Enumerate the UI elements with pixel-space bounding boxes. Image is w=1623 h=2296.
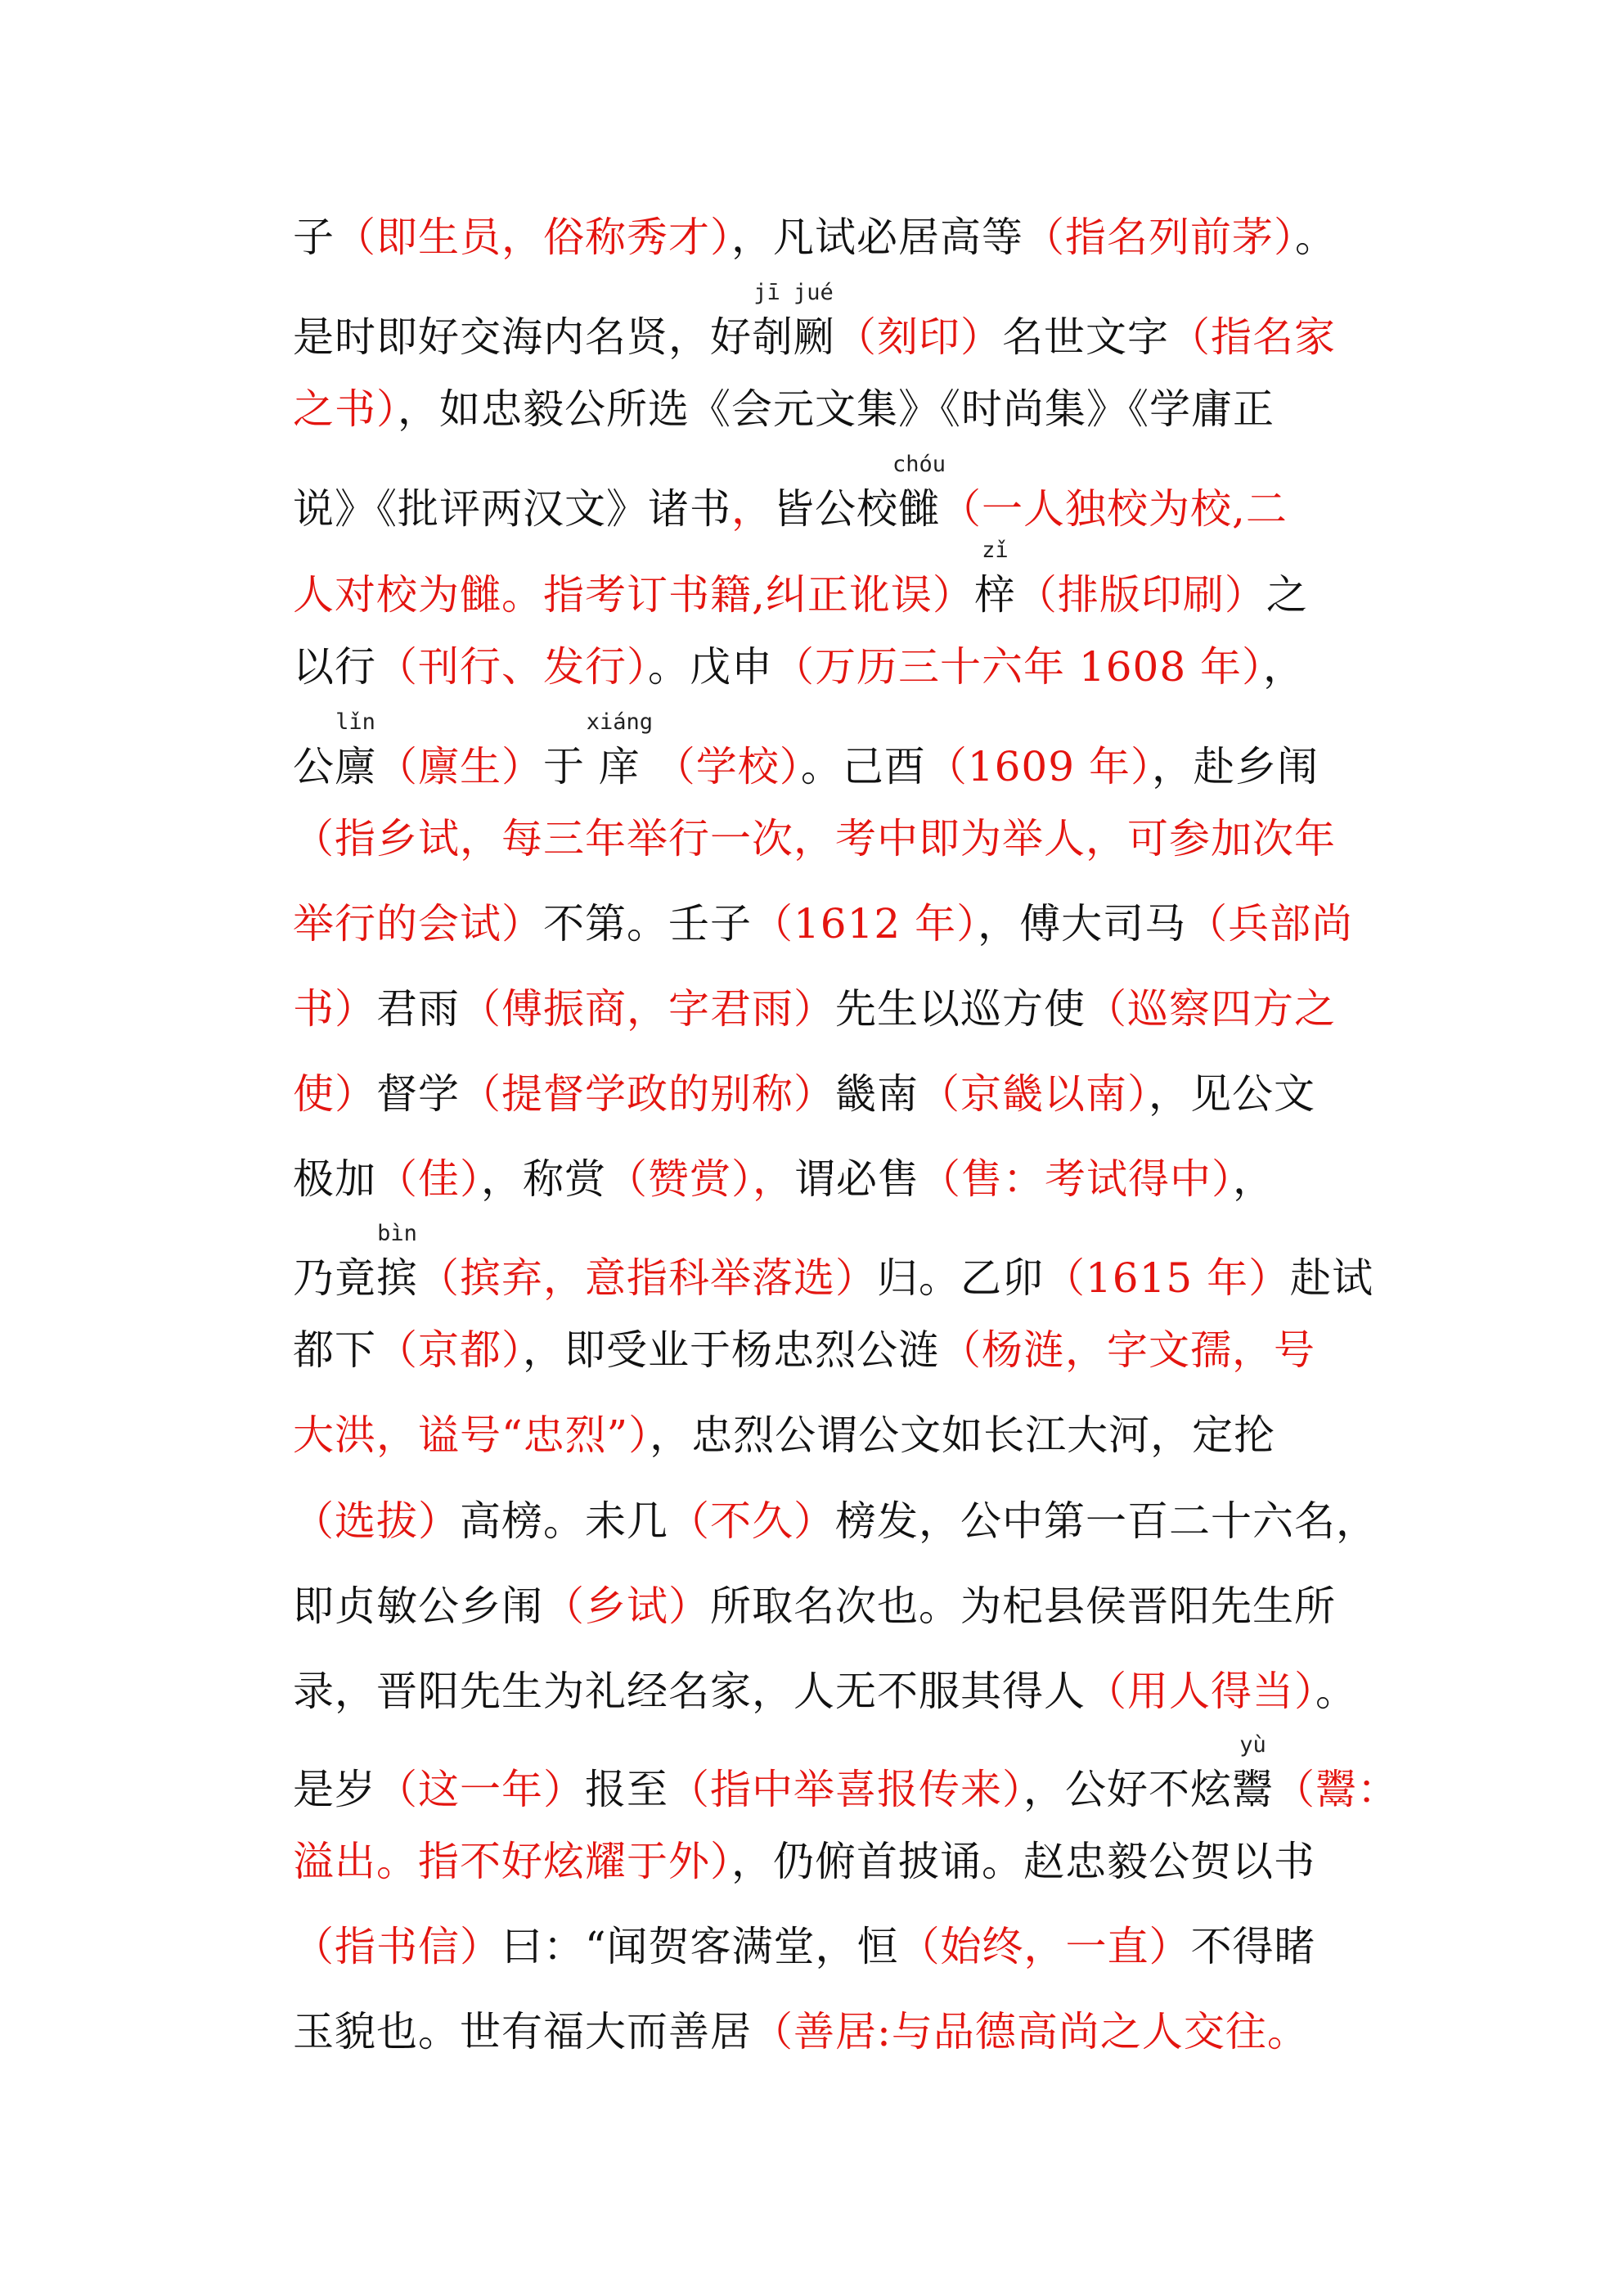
annotation-text: （兵部尚 (1186, 900, 1354, 948)
pinyin-annotated-char (376, 1221, 418, 1316)
annotation-text: （刊行、发行） (376, 643, 648, 691)
annotation-text: （指名列前茅） (1023, 214, 1295, 261)
annotated-character: 摈 (376, 1254, 418, 1302)
pinyin-label: chóu (892, 452, 946, 477)
annotation-text: （京畿以南） (919, 1070, 1149, 1118)
body-text: 子 (293, 214, 335, 261)
annotation-text: （摈弃，意指科举落选） (418, 1254, 877, 1302)
body-text: 报至 (585, 1766, 668, 1813)
body-text: 。 (1295, 214, 1337, 261)
body-text: 极加 (293, 1155, 376, 1203)
body-text: 说》《批评两汉文》诸书 (293, 485, 731, 533)
body-text: ，忠烈公谓公文如长江大河，定抡 (650, 1411, 1276, 1459)
body-text: 畿南 (835, 1070, 919, 1118)
text-line (293, 1732, 1399, 1827)
body-text: 不第。壬子 (543, 900, 752, 948)
text-line (293, 1909, 1381, 1984)
annotation-text: （提督学政的别称） (460, 1070, 835, 1118)
pinyin-annotated-char (752, 280, 835, 375)
text-line (293, 886, 1381, 961)
body-text: 归。乙卯 (877, 1254, 1044, 1302)
body-text: ，如忠毅公所选《会元文集》《时尚集》《学庸正 (398, 385, 1275, 433)
body-text: 公 (293, 743, 335, 790)
annotation-text: （排版印刷） (1015, 571, 1266, 619)
body-text: 。戊申 (648, 643, 773, 691)
text-line (293, 801, 1381, 876)
annotation-text: （1615 年） (1044, 1254, 1291, 1302)
annotation-text: （1612 年） (752, 900, 978, 948)
body-text: 先生以巡方使 (835, 985, 1086, 1033)
pinyin-label: zǐ (982, 538, 1009, 563)
text-line (293, 1312, 1381, 1388)
pinyin-label: jī jué (753, 280, 834, 305)
annotated-character: 剞劂 (752, 313, 835, 361)
text-line (293, 452, 1381, 547)
annotation-text: 溢出。指不好炫耀于外） (293, 1838, 731, 1885)
pinyin-label: lǐn (335, 709, 375, 735)
text-line (293, 1141, 1381, 1217)
annotation-text: 人对校为雠。指考订书籍,纠正讹误） (293, 571, 974, 619)
annotated-character: 梓 (973, 571, 1016, 619)
body-text: ，公好不炫 (1023, 1766, 1232, 1813)
body-text: 督学 (376, 1070, 460, 1118)
annotation-text: （佳） (376, 1155, 481, 1203)
body-text: 之 (1266, 571, 1308, 619)
annotated-character: 鬻 (1232, 1766, 1274, 1813)
annotation-text: 使） (293, 1070, 376, 1118)
body-text: 玉貌也。世有福大而善居 (293, 2008, 752, 2055)
body-text: ，傅大司马 (978, 900, 1187, 948)
body-text: 赴试 (1290, 1254, 1374, 1302)
body-text: 是岁 (293, 1766, 376, 1813)
text-line (293, 371, 1381, 447)
body-text: ，仍俯首披诵。赵忠毅公贺以书 (731, 1838, 1315, 1885)
annotation-text: （这一年） (376, 1766, 585, 1813)
body-text: 皆公校 (773, 485, 898, 533)
annotation-text: ， (731, 485, 773, 533)
annotation-text: （巡察四方之 (1086, 985, 1336, 1033)
body-text: ，凡试必居高等 (731, 214, 1023, 261)
annotation-text: 书） (293, 985, 376, 1033)
annotation-text: （指书信） (293, 1923, 501, 1970)
annotation-text: （刻印） (835, 313, 1002, 361)
pinyin-annotated-char (892, 452, 946, 547)
body-text: 。己酉 (800, 743, 926, 790)
body-text: 谓必售 (794, 1155, 919, 1203)
annotation-text: （指乡试，每三年举行一次，考中即为举人，可参加次年 (293, 815, 1336, 862)
annotation-text: （1609 年） (925, 743, 1152, 790)
body-text: 乃竟 (293, 1254, 376, 1302)
annotation-text: 大洪，谥号“忠烈”） (293, 1411, 650, 1459)
body-text: ，称赏 (481, 1155, 606, 1203)
text-line (293, 1994, 1381, 2069)
body-text: 是时即好交海内名贤，好 (293, 313, 752, 361)
text-line (293, 1398, 1381, 1473)
text-line (293, 200, 1381, 275)
annotation-text: （指中举喜报传来） (668, 1766, 1023, 1813)
body-text: 以行 (293, 643, 376, 691)
body-text: ， (1263, 643, 1306, 691)
annotation-text: 之书） (293, 385, 398, 433)
body-text: ，赴乡闱 (1151, 743, 1319, 790)
annotation-text: （售：考试得中） (919, 1155, 1233, 1203)
annotation-text: （始终，一直） (898, 1923, 1191, 1970)
text-line (293, 1056, 1381, 1132)
body-text: 即贞敏公乡闱 (293, 1582, 543, 1630)
annotation-text: （鬻： (1274, 1766, 1399, 1813)
annotation-text: （善居:与品德高尚之人交往。 (752, 2008, 1309, 2055)
text-line (293, 1824, 1381, 1899)
annotation-text: （廪生） (376, 743, 543, 790)
text-line (293, 629, 1381, 705)
body-text: 。 (1315, 1668, 1357, 1715)
annotation-text: （乡试） (543, 1582, 710, 1630)
text-line (293, 1569, 1381, 1644)
annotation-text: 举行的会试） (293, 900, 543, 948)
annotation-text: （选拔） (293, 1497, 460, 1545)
pinyin-annotated-char (586, 709, 654, 804)
annotation-text: （指名家 (1169, 313, 1336, 361)
body-text: 不得睹 (1190, 1923, 1316, 1970)
pinyin-label: xiáng (586, 709, 654, 735)
annotation-text: （傅振商，字君雨） (460, 985, 835, 1033)
text-line (293, 1221, 1381, 1316)
annotation-text: （赞赏） (606, 1155, 753, 1203)
annotation-text: ， (753, 1155, 794, 1203)
body-text: 榜发，公中第一百二十六名， (835, 1497, 1378, 1545)
text-line (293, 709, 1381, 804)
body-text: 都下 (293, 1326, 376, 1374)
body-text: 录，晋阳先生为礼经名家，人无不服其得人 (293, 1668, 1086, 1715)
text-line (293, 1654, 1381, 1729)
pinyin-annotated-char (973, 538, 1016, 633)
body-text: 高榜。未几 (460, 1497, 668, 1545)
annotation-text: （即生员，俗称秀才） (335, 214, 731, 261)
annotated-character: 廪 (335, 743, 376, 790)
annotation-text: （万历三十六年 1608 年） (773, 643, 1264, 691)
pinyin-annotated-char (1232, 1732, 1274, 1827)
annotated-character: 雠 (898, 485, 940, 533)
body-text: ， (1233, 1155, 1275, 1203)
annotated-character: 庠 (598, 743, 641, 790)
body-text: 所取名次也。为杞县侯晋阳先生所 (710, 1582, 1336, 1630)
body-text: 曰：“闻贺客满堂，恒 (501, 1923, 899, 1970)
pinyin-label: bìn (377, 1221, 417, 1246)
body-text: ，见公文 (1149, 1070, 1315, 1118)
annotation-text: （京都） (376, 1326, 523, 1374)
text-line (293, 1483, 1381, 1559)
pinyin-label: yù (1239, 1732, 1266, 1758)
annotation-text: （杨涟，字文孺，号 (940, 1326, 1315, 1374)
body-text: 君雨 (376, 985, 460, 1033)
text-line (293, 538, 1381, 633)
annotation-text: （学校） (640, 743, 801, 790)
body-text: 名世文字 (1002, 313, 1169, 361)
text-line (293, 971, 1381, 1047)
annotation-text: （一人独校为校,二 (940, 485, 1288, 533)
text-line (293, 280, 1381, 375)
pinyin-annotated-char (335, 709, 376, 804)
annotation-text: （用人得当） (1086, 1668, 1315, 1715)
body-text: 于 (543, 743, 599, 790)
annotation-text: （不久） (668, 1497, 835, 1545)
body-text: ，即受业于杨忠烈公涟 (523, 1326, 940, 1374)
